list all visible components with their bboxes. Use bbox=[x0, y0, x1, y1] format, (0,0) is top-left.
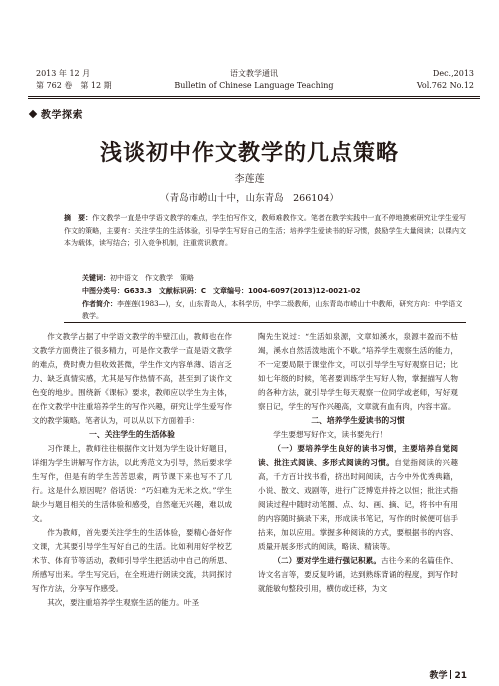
subsection-paragraph: （一）要培养学生良好的读书习惯，主要培养自觉阅读、批注式阅读、多形式阅读的习惯。自觉指阅读的兴趣高，千方百计找书看，挤出时间阅读，古今中外优秀典籍，小说、散文、戏剧等，进行广泛博览并持之以恒；批注式指阅读过程中随时动笔圈、点、勾、画、摘、记，将书中有用的内容随时摘录下来，形成读书笔记，写作的时候便可信手拈来，加以应用。掌握多种阅读的方式，要根据书的内容、质量开展多形式的阅读，略读、精读等。 bbox=[258, 444, 459, 551]
heading-2: 二、培养学生爱读书的习惯 bbox=[311, 416, 405, 425]
section-label bbox=[30, 106, 83, 121]
article-title: 浅谈初中作文教学的几点策略 bbox=[99, 140, 399, 166]
paragraph: 学生要想写好作文，读书要先行！ bbox=[273, 430, 388, 439]
body-column-right bbox=[258, 330, 458, 596]
body-column-left bbox=[32, 330, 232, 610]
diamond-icon bbox=[29, 110, 37, 118]
abstract-text: 作文教学一直是中学语文教学的难点，学生怕写作文，教师难教作文。笔者在教学实践中一直不停地摸索研究让学生爱写作文的策略，主要有：关注学生的生活体验，引导学生写好自己的生活；培养学生爱读书的好习惯，鼓励学生大量阅读；以课内文本为载体，读写结合；引入竞争机制，注重赏识教育。 bbox=[64, 214, 467, 247]
header-date-en: Dec.,2013 bbox=[432, 69, 474, 78]
keywords-text: 初中语文 作文教学 策略 bbox=[110, 274, 194, 282]
header-date: 2013 年 12 月 bbox=[36, 69, 91, 78]
intro-paragraph: 作文教学占据了中学语文教学的半壁江山，教师也在作文教学方面费注了很多精力，可是作文教学一直是语文教学的难点，费时费力但收效甚微，学生作文内容单薄、语言乏力、缺乏真情实感，尤其是写作热情不高，甚至到了谈作文色变的地步。围绕新《课标》要求，教师应以学生为主体，在作文教学中注重培养学生的写作兴趣，研究让学生爱写作文的教学策略。笔者认为，可以从以下方面着手： bbox=[32, 332, 232, 425]
subheading-2: （二）要对学生进行强记积累。 bbox=[273, 556, 382, 565]
header-journal-cn: 语文教学通讯 bbox=[230, 69, 278, 78]
abstract-label: 摘 要： bbox=[64, 214, 93, 222]
subsection-paragraph: （二）要对学生进行强记积累。古往今来的名篇佳作、诗文名言等，要反复吟诵，达到熟练背诵的程度，到写作时就能敏句整段引用，横仿或迁移，为文 bbox=[258, 556, 459, 593]
classification-line: 中图分类号：G633.3 文献标识码：C 文章编号：1004-6097(2013)12-0021-02 bbox=[82, 287, 361, 295]
header-issue: 第 762 卷 第 12 期 bbox=[36, 81, 112, 90]
author-affiliation: （青岛市崂山十中，山东青岛 266104） bbox=[160, 193, 339, 204]
paragraph: 作为教师，首先要关注学生的生活体验，要精心备好作文课，尤其要引导学生写好自己的生活。比如利用好学校艺术节、体育节等活动，教师引导学生把活动中自己的所思、所感写出来。学生写完后，在全班进行朗读交流，共同探讨写作方法，分享写作感受。 bbox=[32, 528, 232, 593]
abstract bbox=[64, 212, 466, 250]
abstract-rule bbox=[64, 322, 466, 323]
header-rule-double bbox=[28, 98, 480, 99]
subheading-1: （一）要培养学生良好的读书习惯，主要培养自觉阅读、批注式阅读、多形式阅读的习惯。 bbox=[258, 444, 458, 467]
author-bio-label: 作者简介： bbox=[82, 300, 117, 308]
page-number-value: 21 bbox=[454, 671, 467, 681]
page-number bbox=[429, 668, 467, 681]
paragraph: 其次，要注重培养学生观察生活的能力。叶圣 bbox=[47, 598, 200, 607]
header-rule bbox=[28, 96, 480, 97]
page-divider bbox=[450, 670, 451, 679]
page-label: 教学 bbox=[429, 671, 448, 681]
author-bio bbox=[82, 298, 466, 322]
article-author: 李莲莲 bbox=[234, 174, 265, 185]
keywords-label: 关键词： bbox=[82, 274, 110, 282]
keywords bbox=[82, 272, 466, 284]
header-journal-en: Bulletin of Chinese Language Teaching bbox=[174, 81, 334, 90]
heading-1: 一、关注学生的生活体验 bbox=[89, 430, 175, 439]
paragraph: 习作课上，教师往往根据作文计划为学生设计好题目，详细为学生讲解写作方法，以此秀范文为引导，然后要求学生写作，但是有的学生苦苦思索，两节课下来也写不了几行。这是什么原因呢？俗话说：“巧妇难为无米之炊。”学生缺少与题目相关的生活体验和感受，自然毫无兴趣，难以成文。 bbox=[32, 444, 232, 523]
paragraph: 陶先生说过：“生活如泉源，文章如溪水，泉源丰盈而不枯竭，溪水自然活泼地流个不歇。”培养学生观察生活的能力，不一定要局限于课堂作文，可以引导学生写好观察日记；比如七年级的时候，笔者要训练学生写好人物，掌握描写人物的各种方法，就引导学生每天观察一位同学或老师，写好观察日记，学生的写作兴趣高，文章就有血有肉，内容丰富。 bbox=[258, 332, 458, 411]
section-text: 教学探索 bbox=[41, 110, 83, 121]
author-bio-text: 李莲莲(1983—)，女，山东青岛人，本科学历，中学二级教师，山东青岛市崂山十中教师，研究方向：中学语文教学。 bbox=[82, 300, 463, 320]
header-vol-en: Vol.762 No.12 bbox=[416, 81, 474, 90]
